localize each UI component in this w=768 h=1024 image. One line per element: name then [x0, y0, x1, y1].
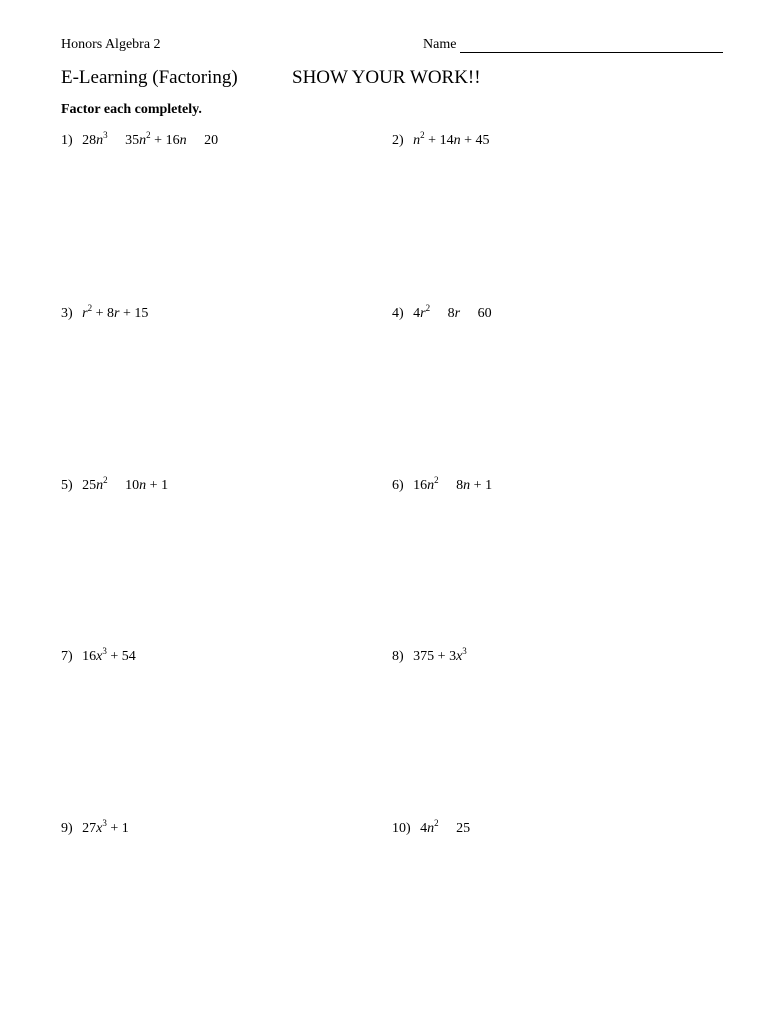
problem-8: [392, 646, 467, 665]
problem-6: [392, 475, 493, 494]
problem-10: [392, 818, 471, 837]
instructions: Factor each completely.: [61, 102, 202, 117]
problem-number: 3): [61, 306, 73, 321]
worksheet-title: E-Learning (Factoring): [61, 67, 238, 88]
course-name: Honors Algebra 2: [61, 37, 161, 52]
problem-number: 10): [392, 821, 411, 836]
problem-5: [61, 475, 169, 494]
problem-7: [61, 646, 136, 665]
problem-number: 1): [61, 133, 73, 148]
problem-expression: $375 + 3x^3$: [413, 646, 467, 664]
problem-expression: $4r^2$ 8r 60: [413, 303, 492, 321]
problem-expression: $n^2 + 14n + 45$: [413, 130, 490, 148]
problem-number: 2): [392, 133, 404, 148]
problem-number: 5): [61, 478, 73, 493]
problem-number: 8): [392, 649, 404, 664]
problem-2: [392, 130, 490, 149]
problem-expression: $r^2 + 8r + 15$: [82, 303, 149, 321]
name-label: Name: [423, 37, 457, 52]
problem-expression: $16x^3 + 54$: [82, 646, 136, 664]
problem-number: 7): [61, 649, 73, 664]
problem-9: [61, 818, 129, 837]
problem-expression: $25n^2$ 10n + 1: [82, 475, 169, 493]
problem-expression: $27x^3 + 1$: [82, 818, 129, 836]
problem-3: [61, 303, 149, 322]
problem-4: [392, 303, 492, 322]
name-blank-line: [460, 52, 723, 53]
problem-number: 4): [392, 306, 404, 321]
problem-number: 9): [61, 821, 73, 836]
problem-expression: $28n^3$ $35n^2 + 16n$ 20: [82, 130, 219, 148]
problem-expression: $4n^2$ 25: [420, 818, 471, 836]
worksheet-subtitle: SHOW YOUR WORK!!: [292, 67, 481, 88]
problem-1: [61, 130, 219, 149]
problem-number: 6): [392, 478, 404, 493]
problem-expression: $16n^2$ 8n + 1: [413, 475, 493, 493]
